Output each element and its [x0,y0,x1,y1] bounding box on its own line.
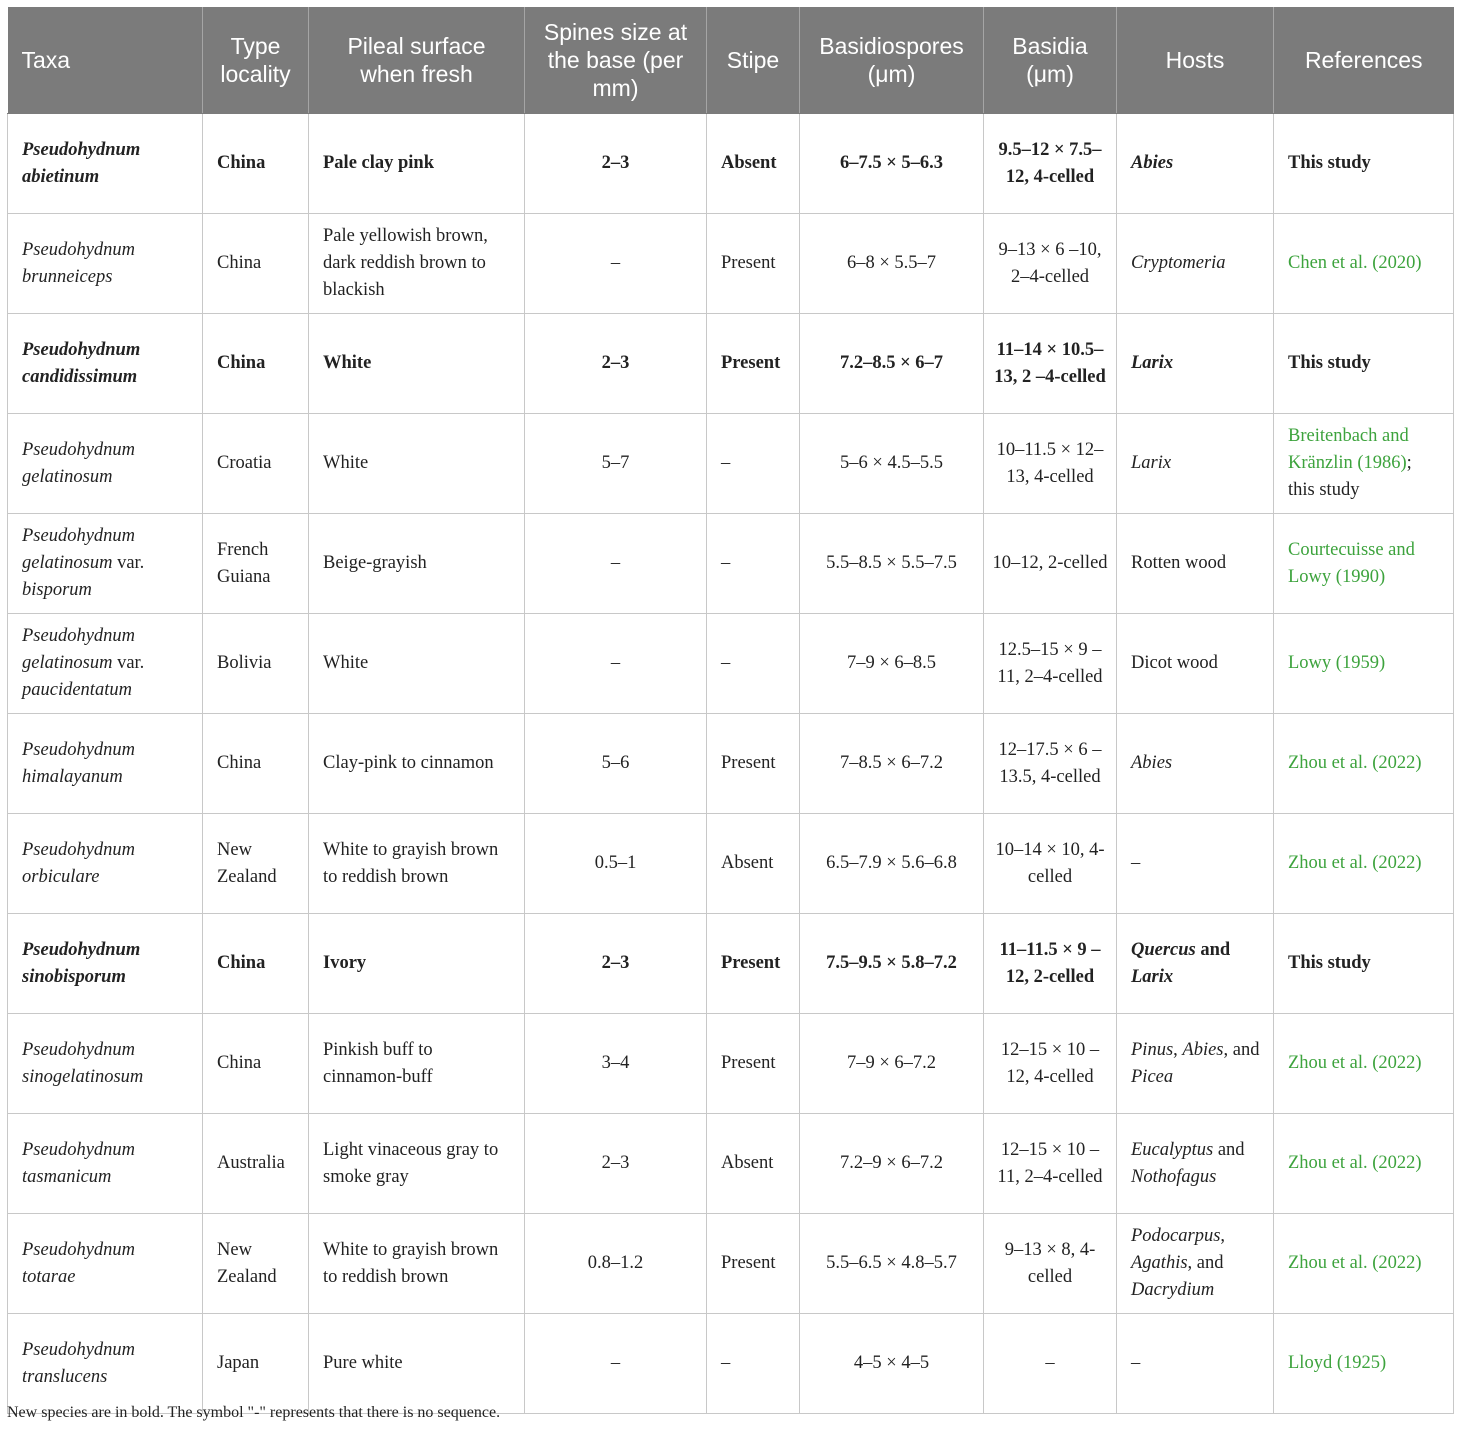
cell-basidia: 12–15 × 10 –11, 2–4-celled [984,1114,1117,1214]
cell-type-locality: China [203,314,309,414]
text-segment: Pinus [1131,1039,1174,1060]
cell-basidiospores: 7–8.5 × 6–7.2 [800,714,984,814]
text-segment: Abies [1131,753,1173,773]
text-segment: Agathis [1131,1253,1188,1273]
cell-references [1274,714,1454,814]
text-segment: – [1131,1353,1141,1373]
reference-link[interactable]: Zhou et al. (2022) [1288,853,1422,873]
text-segment: Larix [1131,453,1172,473]
cell-type-locality: China [203,114,309,214]
cell-spines-size: 0.8–1.2 [525,1214,707,1314]
cell-taxa [8,1014,203,1114]
reference-link[interactable]: Zhou et al. (2022) [1288,1253,1422,1273]
cell-basidiospores: 7.2–8.5 × 6–7 [800,314,984,414]
cell-spines-size: – [525,214,707,314]
cell-pileal-surface: White [309,614,525,714]
text-segment: Pseudohydnum gelatinosum [22,526,136,573]
cell-basidiospores: 6.5–7.9 × 5.6–6.8 [800,814,984,914]
cell-spines-size: 5–7 [525,414,707,514]
text-segment: Eucalyptus [1131,1139,1214,1160]
text-segment: paucidentatum [22,680,132,700]
header-type-locality: Type locality [203,7,309,114]
cell-pileal-surface: Pale clay pink [309,114,525,214]
cell-pileal-surface: White to grayish brown to reddish brown [309,814,525,914]
table-row [8,1214,1454,1314]
cell-pileal-surface: Clay-pink to cinnamon [309,714,525,814]
cell-references [1274,814,1454,914]
table-row [8,914,1454,1014]
text-segment: , and [1223,1039,1260,1060]
reference-link[interactable]: Chen et al. (2020) [1288,253,1422,273]
cell-references [1274,314,1454,414]
text-segment: Pseudohydnum abietinum [22,139,141,187]
cell-stipe: Absent [707,114,800,214]
reference-link[interactable]: Zhou et al. (2022) [1288,1153,1422,1173]
cell-hosts [1117,214,1274,314]
cell-basidiospores: 7–9 × 6–7.2 [800,1014,984,1114]
table-row [8,314,1454,414]
text-segment: Larix [1131,353,1174,373]
header-pileal-surface: Pileal surface when fresh [309,7,525,114]
cell-references [1274,1214,1454,1314]
table-row [8,114,1454,214]
cell-stipe: Present [707,314,800,414]
cell-taxa [8,314,203,414]
cell-basidiospores: 5–6 × 4.5–5.5 [800,414,984,514]
cell-type-locality: Australia [203,1114,309,1214]
text-segment: bisporum [22,580,92,600]
text-segment: and [1195,939,1231,960]
reference-text: This study [1288,353,1371,373]
table-container [7,7,1453,1414]
cell-basidia: 12–17.5 × 6 –13.5, 4-celled [984,714,1117,814]
cell-spines-size: 2–3 [525,314,707,414]
cell-spines-size: 2–3 [525,1114,707,1214]
text-segment: Pseudohydnum sinobisporum [22,939,141,987]
cell-spines-size: 0.5–1 [525,814,707,914]
reference-link[interactable]: Lloyd (1925) [1288,1353,1387,1373]
text-segment: Dacrydium [1131,1280,1215,1300]
text-segment: Abies [1131,153,1174,173]
cell-stipe: – [707,414,800,514]
cell-pileal-surface: Pure white [309,1314,525,1414]
cell-hosts [1117,1214,1274,1314]
cell-basidiospores: 7–9 × 6–8.5 [800,614,984,714]
reference-text: ; this study [1288,453,1412,500]
text-segment: Pseudohydnum orbiculare [22,839,136,887]
text-segment: Picea [1131,1066,1174,1087]
cell-type-locality: China [203,914,309,1014]
cell-spines-size: 3–4 [525,1014,707,1114]
cell-spines-size: – [525,614,707,714]
cell-taxa [8,1114,203,1214]
cell-hosts [1117,414,1274,514]
text-segment: Pseudohydnum sinogelatinosum [22,1039,144,1087]
cell-pileal-surface: Beige-grayish [309,514,525,614]
cell-hosts [1117,314,1274,414]
cell-type-locality: Japan [203,1314,309,1414]
text-segment: var. [117,553,145,573]
reference-link[interactable]: Breitenbach and Kränzlin (1986) [1288,426,1409,473]
text-segment: Pseudohydnum himalayanum [22,739,136,787]
text-segment: var. [117,653,145,673]
cell-stipe: Present [707,914,800,1014]
cell-stipe: – [707,1314,800,1414]
table-footnote: New species are in bold. The symbol "-" represents that there is no sequence. [7,1404,501,1421]
text-segment: Dicot wood [1131,653,1218,673]
table-row [8,414,1454,514]
header-row [8,7,1454,114]
cell-pileal-surface: White to grayish brown to reddish brown [309,1214,525,1314]
cell-taxa [8,114,203,214]
cell-basidiospores: 6–7.5 × 5–6.3 [800,114,984,214]
cell-pileal-surface: White [309,314,525,414]
cell-spines-size: 2–3 [525,114,707,214]
cell-hosts [1117,514,1274,614]
table-body [8,114,1454,1414]
cell-type-locality: China [203,214,309,314]
table-row [8,1114,1454,1214]
cell-basidia: 9–13 × 8, 4-celled [984,1214,1117,1314]
cell-type-locality: Croatia [203,414,309,514]
text-segment: Cryptomeria [1131,253,1226,273]
cell-pileal-surface: Light vinaceous gray to smoke gray [309,1114,525,1214]
cell-pileal-surface: Pinkish buff to cinnamon-buff [309,1014,525,1114]
cell-type-locality: New Zealand [203,814,309,914]
cell-references [1274,214,1454,314]
reference-text: This study [1288,153,1371,173]
text-segment: and [1213,1139,1245,1160]
cell-basidia: 11–14 × 10.5–13, 2 –4-celled [984,314,1117,414]
cell-spines-size: 5–6 [525,714,707,814]
cell-stipe: – [707,614,800,714]
cell-hosts [1117,714,1274,814]
text-segment: Nothofagus [1131,1166,1217,1187]
cell-basidiospores: 7.2–9 × 6–7.2 [800,1114,984,1214]
text-segment: Pseudohydnum totarae [22,1239,136,1287]
cell-type-locality: China [203,714,309,814]
cell-type-locality: Bolivia [203,614,309,714]
cell-references [1274,1114,1454,1214]
table-row [8,714,1454,814]
cell-basidiospores: 6–8 × 5.5–7 [800,214,984,314]
header-stipe: Stipe [707,7,800,114]
cell-type-locality: China [203,1014,309,1114]
cell-hosts [1117,814,1274,914]
cell-taxa [8,414,203,514]
cell-basidiospores: 7.5–9.5 × 5.8–7.2 [800,914,984,1014]
cell-basidia: 12.5–15 × 9 –11, 2–4-celled [984,614,1117,714]
cell-spines-size: 2–3 [525,914,707,1014]
table-row [8,814,1454,914]
cell-hosts [1117,1314,1274,1414]
cell-taxa [8,1214,203,1314]
cell-taxa [8,714,203,814]
cell-basidia: – [984,1314,1117,1414]
text-segment: Quercus [1131,939,1196,960]
cell-basidia: 11–11.5 × 9 –12, 2-celled [984,914,1117,1014]
cell-basidia: 9.5–12 × 7.5–12, 4-celled [984,114,1117,214]
cell-taxa [8,514,203,614]
cell-hosts [1117,1114,1274,1214]
header-basidiospores: Basidiospores (μm) [800,7,984,114]
reference-text: This study [1288,953,1371,973]
cell-references [1274,1314,1454,1414]
text-segment: Pseudohydnum candidissimum [22,339,141,387]
text-segment: Rotten wood [1131,553,1227,573]
text-segment: Pseudohydnum gelatinosum [22,439,136,487]
cell-taxa [8,214,203,314]
cell-references [1274,914,1454,1014]
cell-references [1274,514,1454,614]
reference-link[interactable]: Zhou et al. (2022) [1288,753,1422,773]
text-segment: Pseudohydnum brunneiceps [22,239,136,287]
cell-basidiospores: 4–5 × 4–5 [800,1314,984,1414]
table-row [8,614,1454,714]
cell-basidia: 10–11.5 × 12–13, 4-celled [984,414,1117,514]
text-segment: , and [1187,1253,1224,1273]
table-row [8,514,1454,614]
text-segment: Pseudohydnum gelatinosum [22,626,136,673]
header-hosts: Hosts [1117,7,1274,114]
cell-references [1274,414,1454,514]
header-spines-size: Spines size at the base (per mm) [525,7,707,114]
header-references: References [1274,7,1454,114]
text-segment: Pseudohydnum tasmanicum [22,1139,136,1187]
cell-taxa [8,614,203,714]
cell-hosts [1117,614,1274,714]
taxa-comparison-table [7,7,1454,1414]
cell-stipe: – [707,514,800,614]
cell-hosts [1117,914,1274,1014]
header-taxa: Taxa [8,7,203,114]
text-segment: Podocarpus [1131,1226,1221,1246]
cell-stipe: Absent [707,814,800,914]
cell-basidia: 9–13 × 6 –10, 2–4-celled [984,214,1117,314]
table-row [8,1314,1454,1414]
text-segment: – [1131,853,1141,873]
cell-references [1274,114,1454,214]
cell-taxa [8,914,203,1014]
cell-basidia: 10–14 × 10, 4-celled [984,814,1117,914]
text-segment: Abies [1182,1039,1224,1060]
cell-type-locality: French Guiana [203,514,309,614]
cell-taxa [8,1314,203,1414]
cell-spines-size: – [525,514,707,614]
text-segment: Pseudohydnum translucens [22,1339,136,1387]
cell-pileal-surface: White [309,414,525,514]
text-segment: Larix [1131,966,1174,987]
cell-taxa [8,814,203,914]
table-row [8,1014,1454,1114]
cell-references [1274,614,1454,714]
reference-link[interactable]: Lowy (1959) [1288,653,1386,673]
cell-basidia: 12–15 × 10 –12, 4-celled [984,1014,1117,1114]
cell-references [1274,1014,1454,1114]
cell-basidiospores: 5.5–8.5 × 5.5–7.5 [800,514,984,614]
cell-hosts [1117,114,1274,214]
cell-pileal-surface: Ivory [309,914,525,1014]
cell-hosts [1117,1014,1274,1114]
cell-stipe: Present [707,714,800,814]
header-basidia: Basidia (μm) [984,7,1117,114]
cell-spines-size: – [525,1314,707,1414]
cell-type-locality: New Zealand [203,1214,309,1314]
text-segment: , [1173,1039,1183,1060]
table-row [8,214,1454,314]
cell-stipe: Present [707,1214,800,1314]
reference-link[interactable]: Courtecuisse and Lowy (1990) [1288,539,1415,587]
cell-basidiospores: 5.5–6.5 × 4.8–5.7 [800,1214,984,1314]
cell-basidia: 10–12, 2-celled [984,514,1117,614]
cell-stipe: Absent [707,1114,800,1214]
text-segment: , [1220,1226,1226,1246]
cell-stipe: Present [707,1014,800,1114]
reference-link[interactable]: Zhou et al. (2022) [1288,1053,1422,1073]
cell-pileal-surface: Pale yellowish brown, dark reddish brown to blackish [309,214,525,314]
cell-stipe: Present [707,214,800,314]
